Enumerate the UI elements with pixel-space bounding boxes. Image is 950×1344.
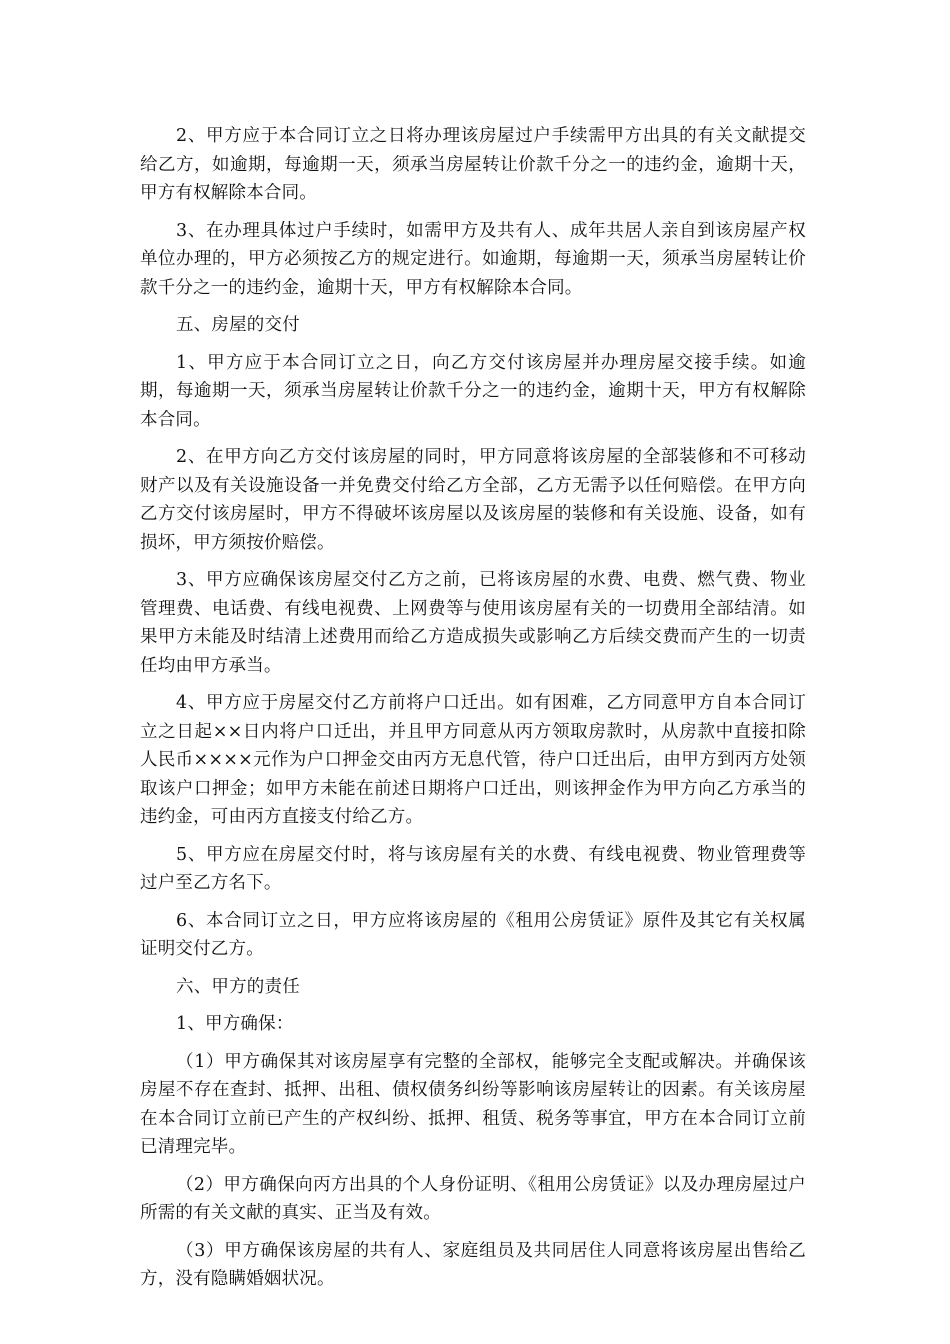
clause-4-2: 2、甲方应于本合同订立之日将办理该房屋过户手续需甲方出具的有关文献提交给乙方，如逾期，每逾期一天，须承当房屋转让价款千分之一的违约金，逾期十天，甲方有权解除本合同。 bbox=[140, 126, 806, 203]
clause-5-3: 3、甲方应确保该房屋交付乙方之前，已将该房屋的水费、电费、燃气费、物业管理费、电话费、有线电视费、上网费等与使用该房屋有关的一切费用全部结清。如果甲方未能及时结清上述费用而给乙方造成损失或影响乙方后续交费而产生的一切责任均由甲方承当。 bbox=[140, 570, 806, 676]
clause-5-2: 2、在甲方向乙方交付该房屋的同时，甲方同意将该房屋的全部装修和不可移动财产以及有关设施设备一并免费交付给乙方全部，乙方无需予以任何赔偿。在甲方向乙方交付该房屋时，甲方不得破坏该房屋以及该房屋的装修和有关设施、设备，如有损坏，甲方须按价赔偿。 bbox=[140, 447, 806, 553]
clause-5-5: 5、甲方应在房屋交付时，将与该房屋有关的水费、有线电视费、物业管理费等过户至乙方名下。 bbox=[140, 844, 806, 893]
section-heading-5: 五、房屋的交付 bbox=[176, 315, 300, 335]
section-heading-6: 六、甲方的责任 bbox=[176, 976, 300, 997]
clause-6-1: 1、甲方确保： bbox=[176, 1014, 294, 1034]
clause-5-4: 4、甲方应于房屋交付乙方前将户口迁出。如有困难，乙方同意甲方自本合同订立之日起××日内将户口迁出，并且甲方同意从丙方领取房款时，从房款中直接扣除人民币××××元作为户口押金交由丙方无息代管，待户口迁出后，由甲方到丙方处领取该户口押金；如甲方未能在前述日期将户口迁出，则该押金作为甲方向乙方承当的违约金，可由丙方直接支付给乙方。 bbox=[140, 693, 806, 827]
clause-6-1-2: （2）甲方确保向丙方出具的个人身份证明、《租用公房赁证》以及办理房屋过户所需的有关文献的真实、正当及有效。 bbox=[140, 1174, 806, 1223]
clause-5-1: 1、甲方应于本合同订立之日，向乙方交付该房屋并办理房屋交接手续。如逾期，每逾期一天，须承当房屋转让价款千分之一的违约金，逾期十天，甲方有权解除本合同。 bbox=[140, 352, 806, 430]
document-body bbox=[140, 122, 806, 1303]
clause-6-1-3: （3）甲方确保该房屋的共有人、家庭组员及共同居住人同意将该房屋出售给乙方，没有隐瞒婚姻状况。 bbox=[140, 1240, 806, 1289]
clause-4-3: 3、在办理具体过户手续时，如需甲方及共有人、成年共居人亲自到该房屋产权单位办理的，甲方必须按乙方的规定进行。如逾期，每逾期一天，须承当房屋转让价款千分之一的违约金，逾期十天，甲方有权解除本合同。 bbox=[140, 220, 806, 298]
clause-6-1-1: （1）甲方确保其对该房屋享有完整的全部权，能够完全支配或解决。并确保该房屋不存在查封、抵押、出租、债权债务纠纷等影响该房屋转让的因素。有关该房屋在本合同订立前已产生的产权纠纷、抵押、租赁、税务等事宜，甲方在本合同订立前已清理完毕。 bbox=[140, 1051, 806, 1157]
clause-5-6: 6、本合同订立之日，甲方应将该房屋的《租用公房赁证》原件及其它有关权属证明交付乙方。 bbox=[140, 910, 806, 959]
